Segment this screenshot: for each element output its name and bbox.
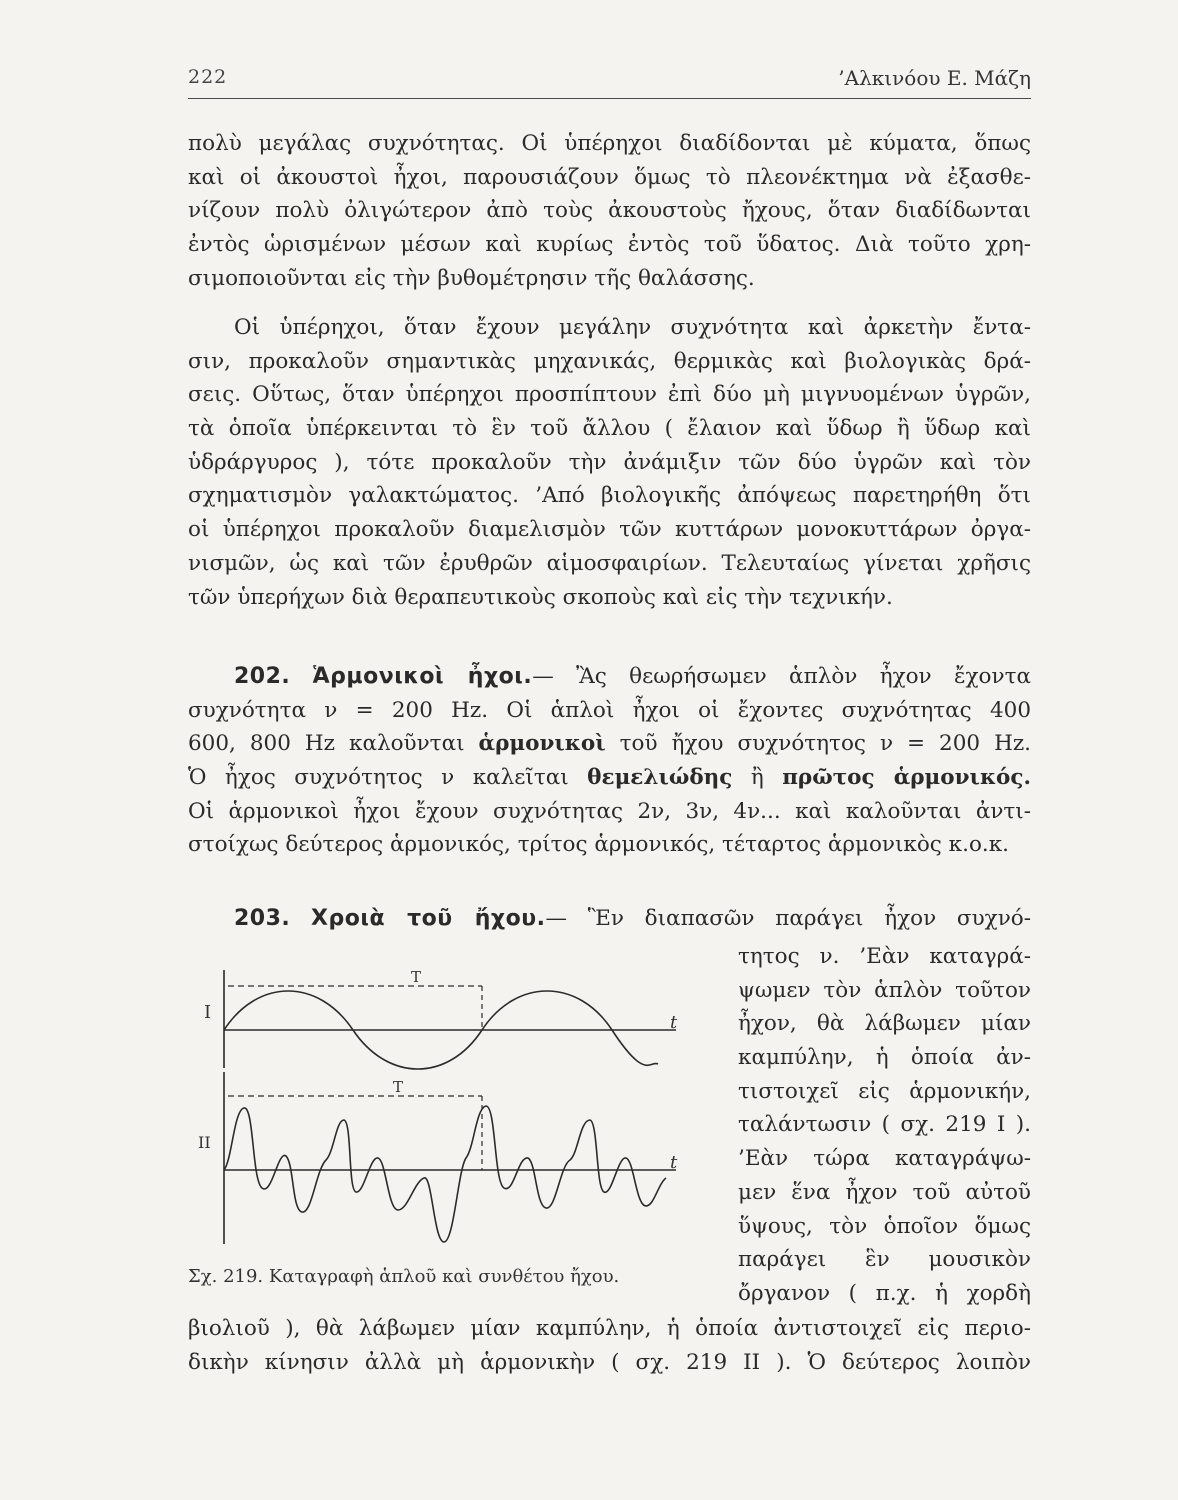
text-line: καμπύλην, ἡ ὁποία ἀν-: [738, 1045, 1031, 1071]
section-number: 203.: [234, 906, 291, 931]
paragraph-ultrasound-propagation: [188, 127, 1031, 295]
text-line: ὄργανον ( π.χ. ἡ χορδὴ: [738, 1280, 1031, 1306]
term-fundamental: θεμελιώδης: [587, 765, 733, 791]
complex-curve: [224, 1106, 666, 1242]
axis-label-t-I: t: [670, 1012, 678, 1033]
text-line: ὕψους, τὸν ὁποῖον ὅμως: [738, 1213, 1031, 1239]
text-line: ψωμεν τὸν ἁπλὸν τοῦτον: [738, 977, 1031, 1003]
text-line: ὑδράργυρος ), τότε προκαλοῦν τὴν ἀνάμιξιν τῶν δύο ὑγρῶν καὶ τὸν: [188, 449, 1031, 475]
label-curve-II: II: [198, 1133, 211, 1152]
text-line: σεις. Οὕτως, ὅταν ὑπέρηχοι προσπίπτουν ἐπὶ δύο μὴ μιγνυομένων ὑγρῶν,: [188, 382, 1031, 408]
text-line: ἐντὸς ὡρισμένων μέσων καὶ κυρίως ἐντὸς τοῦ ὕδατος. Διὰ τοῦτο χρη-: [188, 232, 1031, 258]
text-line: τὰ ὁποῖα ὑπέρκεινται τὸ ἓν τοῦ ἄλλου ( ἔλαιον καὶ ὕδωρ ἢ ὕδωρ καὶ: [188, 416, 1031, 442]
text-line: [188, 761, 1031, 795]
text-line: ἦχον, θὰ λάβωμεν μίαν: [738, 1011, 1031, 1037]
page-header: [188, 64, 1031, 99]
text-line: νισμῶν, ὡς καὶ τῶν ἐρυθρῶν αἱμοσφαιρίων. Τελευταίως γίνεται χρῆσις: [188, 550, 1031, 576]
text-line: νίζουν πολὺ ὀλιγώτερον ἀπὸ τοὺς ἀκουστοὺς ἤχους, ὅταν διαδίδωνται: [188, 198, 1031, 224]
section-203-continuation: [188, 1312, 1031, 1379]
figure-caption: Σχ. 219. Καταγραφὴ ἁπλοῦ καὶ συνθέτου ἤχου.: [188, 1266, 620, 1287]
figure-area: [188, 900, 1031, 1310]
text-run: Ὁ ἦχος συχνότητος ν καλεῖται: [188, 765, 588, 791]
text-line: Οἱ ὑπέρηχοι, ὅταν ἔχουν μεγάλην συχνότητα καὶ ἀρκετὴν ἔντα-: [234, 315, 1031, 340]
text-line: πολὺ μεγάλας συχνότητας. Οἱ ὑπέρηχοι διαδίδονται μὲ κύματα, ὅπως: [188, 131, 1031, 156]
side-column-text: [738, 940, 1031, 1311]
text-line: σιν, προκαλοῦν σημαντικὰς μηχανικάς, θερμικὰς καὶ βιολογικὰς δρά-: [188, 348, 1031, 374]
period-label-I: T: [411, 968, 422, 986]
page-number: 222: [188, 66, 228, 88]
text-line: τητος ν. ’Εὰν καταγρά-: [738, 944, 1031, 969]
text-line: βιολιοῦ ), θὰ λάβωμεν μίαν καμπύλην, ἡ ὁποία ἀντιστοιχεῖ εἰς περιο-: [188, 1316, 1031, 1341]
text-run: — Ἓν διαπασῶν παράγει ἦχον συχνό-: [545, 906, 1031, 931]
waveform-figure: [188, 960, 708, 1280]
paragraph-ultrasound-effects: [188, 311, 1031, 614]
text-line: οἱ ὑπέρηχοι προκαλοῦν διαμελισμὸν τῶν κυττάρων μονοκυττάρων ὀργα-: [188, 517, 1031, 543]
text-line: σχηματισμὸν γαλακτώματος. ’Από βιολογικῆς ἀπόψεως παρετηρήθη ὅτι: [188, 483, 1031, 509]
section-title: Ἁρμονικοὶ ἦχοι.: [312, 664, 533, 689]
label-curve-I: I: [204, 1002, 212, 1023]
text-line: τιστοιχεῖ εἰς ἁρμονικήν,: [738, 1078, 1031, 1104]
text-run: ἢ: [732, 765, 783, 791]
term-harmonics: ἁρμονικοὶ: [478, 731, 606, 757]
text-line: [188, 727, 1031, 761]
text-run: — Ἂς θεωρήσωμεν ἁπλὸν ἦχον ἔχοντα: [532, 664, 1031, 689]
text-line: στοίχως δεύτερος ἁρμονικός, τρίτος ἁρμονικός, τέταρτος ἁρμονικὸς κ.ο.κ.: [188, 832, 1009, 858]
text-line: τῶν ὑπερήχων διὰ θεραπευτικοὺς σκοποὺς καὶ εἰς τὴν τεχνικήν.: [188, 584, 893, 610]
text-run: τοῦ ἤχου συχνότητος ν = 200 Hz.: [605, 731, 1031, 757]
text-line: ’Εὰν τώρα καταγράψω-: [738, 1146, 1031, 1172]
section-202-harmonics: [188, 660, 1031, 862]
running-head: ’Αλκινόου Ε. Μάζη: [838, 66, 1031, 90]
text-line: ταλάντωσιν ( σχ. 219 I ).: [738, 1112, 1031, 1138]
text-line: παράγει ἓν μουσικὸν: [738, 1247, 1031, 1273]
section-title: Χροιὰ τοῦ ἤχου.: [311, 906, 546, 931]
section-number: 202.: [234, 664, 291, 689]
text-line: καὶ οἱ ἀκουστοὶ ἦχοι, παρουσιάζουν ὅμως τὸ πλεονέκτημα νὰ ἐξασθε-: [188, 164, 1031, 190]
text-line: δικὴν κίνησιν ἀλλὰ μὴ ἁρμονικὴν ( σχ. 219 II ). Ὁ δεύτερος λοιπὸν: [188, 1349, 1031, 1375]
term-first-harmonic: πρῶτος ἁρμονικός.: [782, 765, 1031, 791]
text-line: Οἱ ἁρμονικοὶ ἦχοι ἔχουν συχνότητας 2ν, 3ν, 4ν... καὶ καλοῦνται ἀντι-: [188, 798, 1031, 824]
period-label-II: T: [393, 1078, 404, 1096]
section-202-heading-line: [188, 660, 1031, 694]
text-line: συχνότητα ν = 200 Hz. Οἱ ἁπλοὶ ἦχοι οἱ ἔχοντες συχνότητας 400: [188, 697, 1031, 723]
text-line: μεν ἕνα ἦχον τοῦ αὐτοῦ: [738, 1179, 1031, 1205]
text-run: 600, 800 Hz καλοῦνται: [188, 731, 479, 757]
text-line: σιμοποιοῦνται εἰς τὴν βυθομέτρησιν τῆς θαλάσσης.: [188, 265, 755, 291]
axis-label-t-II: t: [670, 1152, 678, 1173]
